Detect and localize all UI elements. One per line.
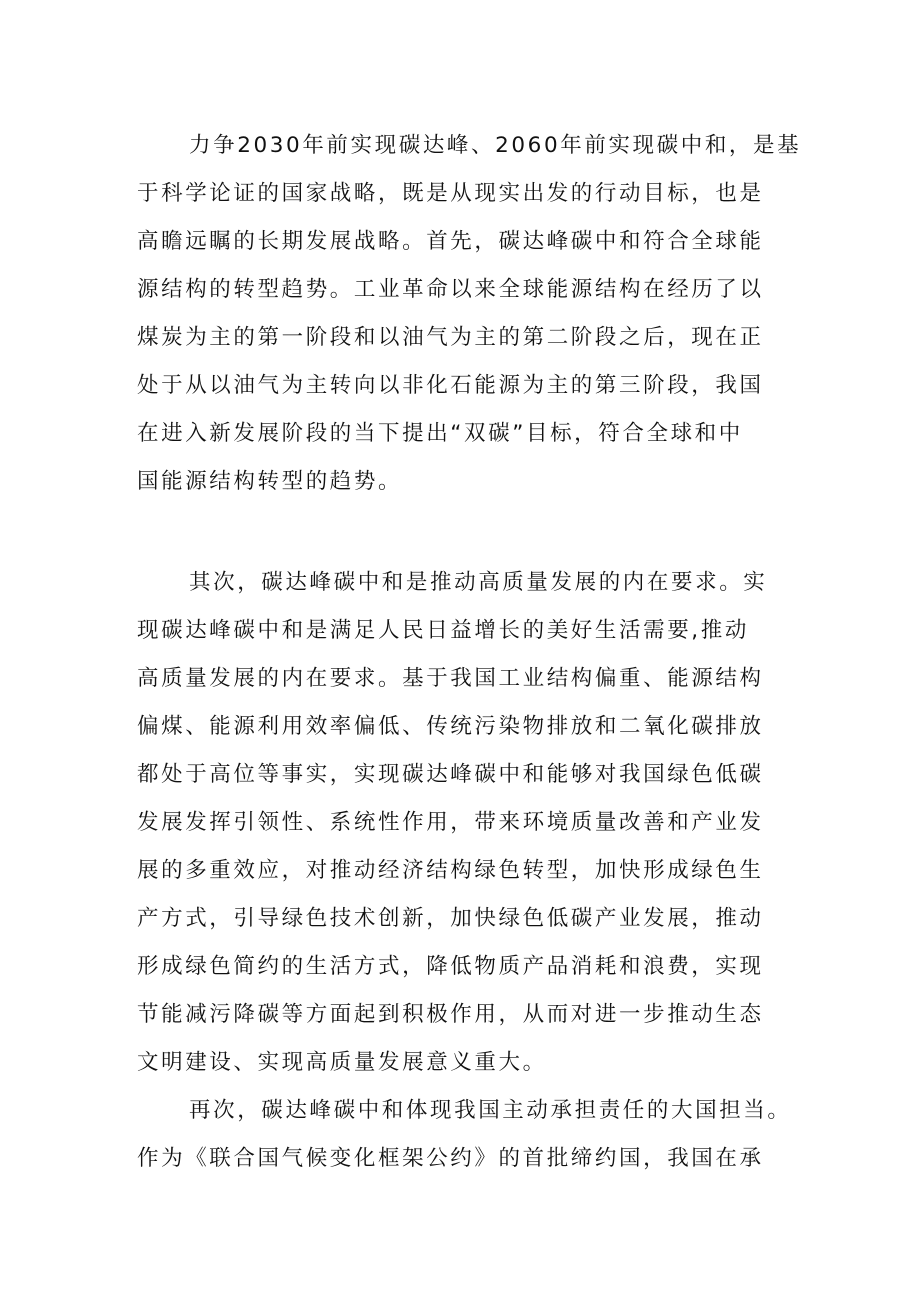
paragraph-2-line-7: 展的多重效应，对推动经济结构绿色转型，加快形成绿色生 — [137, 858, 764, 883]
paragraph-2-line-1: 其次，碳达峰碳中和是推动高质量发展的内在要求。实 — [189, 570, 768, 595]
paragraph-3-line-2: 作为《联合国气候变化框架公约》的首批缔约国，我国在承 — [137, 1146, 764, 1171]
paragraph-1-line-8: 国能源结构转型的趋势。 — [137, 469, 403, 494]
paragraph-2-line-3: 高质量发展的内在要求。基于我国工业结构偏重、能源结构 — [137, 666, 764, 691]
paragraph-1-line-4: 源结构的转型趋势。工业革命以来全球能源结构在经历了以 — [137, 277, 764, 302]
paragraph-2-line-10: 节能减污降碳等方面起到积极作用，从而对进一步推动生态 — [137, 1002, 764, 1027]
paragraph-2-line-6: 发展发挥引领性、系统性作用，带来环境质量改善和产业发 — [137, 810, 764, 835]
paragraph-1-line-5: 煤炭为主的第一阶段和以油气为主的第二阶段之后，现在正 — [137, 325, 764, 350]
paragraph-1-line-7: 在进入新发展阶段的当下提出“双碳”目标，符合全球和中 — [137, 421, 743, 446]
paragraph-1-line-3: 高瞻远瞩的长期发展战略。首先，碳达峰碳中和符合全球能 — [137, 229, 764, 254]
paragraph-2-line-8: 产方式，引导绿色技术创新，加快绿色低碳产业发展，推动 — [137, 906, 764, 931]
paragraph-1-line-2: 于科学论证的国家战略，既是从现实出发的行动目标，也是 — [137, 181, 764, 206]
paragraph-2-line-11: 文明建设、实现高质量发展意义重大。 — [137, 1050, 547, 1075]
paragraph-3-line-1: 再次，碳达峰碳中和体现我国主动承担责任的大国担当。 — [189, 1098, 792, 1123]
paragraph-2-line-9: 形成绿色简约的生活方式，降低物质产品消耗和浪费，实现 — [137, 954, 764, 979]
paragraph-2-line-4: 偏煤、能源利用效率偏低、传统污染物排放和二氧化碳排放 — [137, 714, 764, 739]
paragraph-2-line-5: 都处于高位等事实，实现碳达峰碳中和能够对我国绿色低碳 — [137, 762, 764, 787]
paragraph-1-line-6: 处于从以油气为主转向以非化石能源为主的第三阶段，我国 — [137, 373, 764, 398]
paragraph-2-line-2: 现碳达峰碳中和是满足人民日益增长的美好生活需要,推动 — [137, 618, 749, 643]
paragraph-1-line-1: 力争2030年前实现碳达峰、2060年前实现碳中和，是基 — [189, 133, 802, 158]
